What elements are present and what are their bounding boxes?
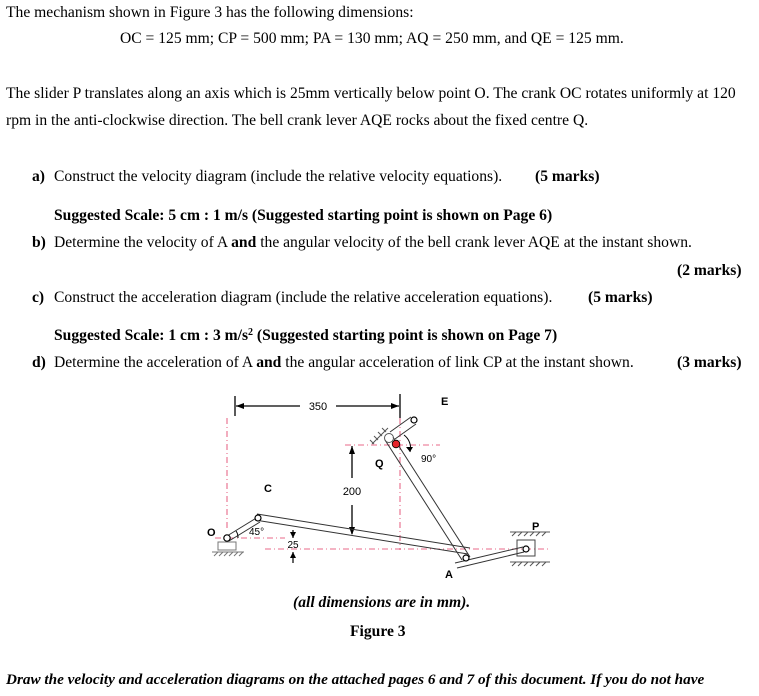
question-c-text: Construct the acceleration diagram (include the relative acceleration equations). (54, 289, 553, 306)
question-d-text-1: Determine the acceleration of A (54, 354, 253, 371)
dim-200-arrow-top (349, 446, 355, 454)
pivot-o-ground (212, 552, 244, 556)
slider-guide-top (510, 532, 550, 536)
dim-25-arrow-bottom (290, 552, 296, 558)
paragraph-line-2: rpm in the anti-clockwise direction. The bell crank lever AQE rocks about the fixed centre Q. (6, 112, 589, 129)
pivot-o-block (218, 542, 236, 550)
velocity-scale-hint: Suggested Scale: 5 cm : 1 m/s (Suggested starting point is shown on Page 6) (54, 207, 553, 224)
question-c-marks: (5 marks) (588, 289, 653, 306)
question-a-marks: (5 marks) (535, 168, 600, 185)
question-d-label: d) (32, 354, 46, 371)
figure-note: (all dimensions are in mm). (293, 594, 471, 611)
label-o: O (207, 527, 216, 539)
dim-200-label: 200 (342, 486, 362, 498)
question-a-text: Construct the velocity diagram (include the relative velocity equations). (54, 168, 503, 185)
question-d-text-2: the angular acceleration of link CP at the instant shown. (285, 354, 634, 371)
label-e: E (441, 396, 449, 408)
question-b-text-1: Determine the velocity of A (54, 234, 228, 251)
question-b-text (54, 233, 692, 253)
question-b-and: and (231, 234, 257, 251)
dim-350-arrow-right (391, 403, 399, 409)
joint-a (463, 555, 469, 561)
label-a: A (445, 569, 453, 581)
dim-200-arrow-bottom (349, 527, 355, 535)
angle-90-label: 90° (421, 454, 437, 465)
acceleration-scale-hint (54, 326, 557, 346)
acceleration-scale-pre: Suggested Scale: 1 cm : 3 m/s (54, 327, 249, 344)
dim-350-arrow-left (236, 403, 244, 409)
dimensions-line: OC = 125 mm; CP = 500 mm; PA = 130 mm; AQ = 250 mm, and QE = 125 mm. (120, 30, 624, 47)
mechanism-figure (195, 388, 565, 588)
dim-350-label: 350 (308, 401, 328, 413)
question-d-marks: (3 marks) (677, 354, 742, 371)
question-a-label: a) (32, 168, 45, 185)
paragraph-line-1: The slider P translates along an axis which is 25mm vertically below point O. The crank OC rotates uniformly at 120 (6, 85, 736, 102)
joint-o (224, 535, 230, 541)
joint-c (255, 515, 261, 521)
angle-45-label: 45° (249, 527, 265, 538)
question-b-marks: (2 marks) (677, 262, 742, 279)
label-p: P (532, 521, 540, 533)
figure-caption: Figure 3 (350, 623, 406, 640)
label-q: Q (375, 458, 384, 470)
acceleration-scale-sup: 2 (248, 327, 254, 338)
question-d-text (54, 353, 634, 373)
intro-line: The mechanism shown in Figure 3 has the following dimensions: (6, 4, 414, 21)
question-b-text-2: the angular velocity of the bell crank lever AQE at the instant shown. (260, 234, 692, 251)
joint-e (411, 417, 417, 423)
joint-p (523, 546, 529, 552)
question-c-label: c) (32, 289, 45, 306)
dim-25-arrow-top (290, 532, 296, 538)
question-d-and: and (256, 354, 282, 371)
footer-instruction: Draw the velocity and acceleration diagrams on the attached pages 6 and 7 of this document. If you do not have (6, 671, 705, 688)
angle-90-arrow (406, 447, 413, 452)
pivot-q-ring (385, 434, 394, 443)
label-c: C (264, 483, 272, 495)
dim-25-label: 25 (287, 540, 299, 551)
question-b-label: b) (32, 234, 46, 251)
slider-guide-bottom (510, 562, 550, 566)
acceleration-scale-post: (Suggested starting point is shown on Page 7) (253, 327, 558, 344)
joint-q (392, 440, 400, 448)
